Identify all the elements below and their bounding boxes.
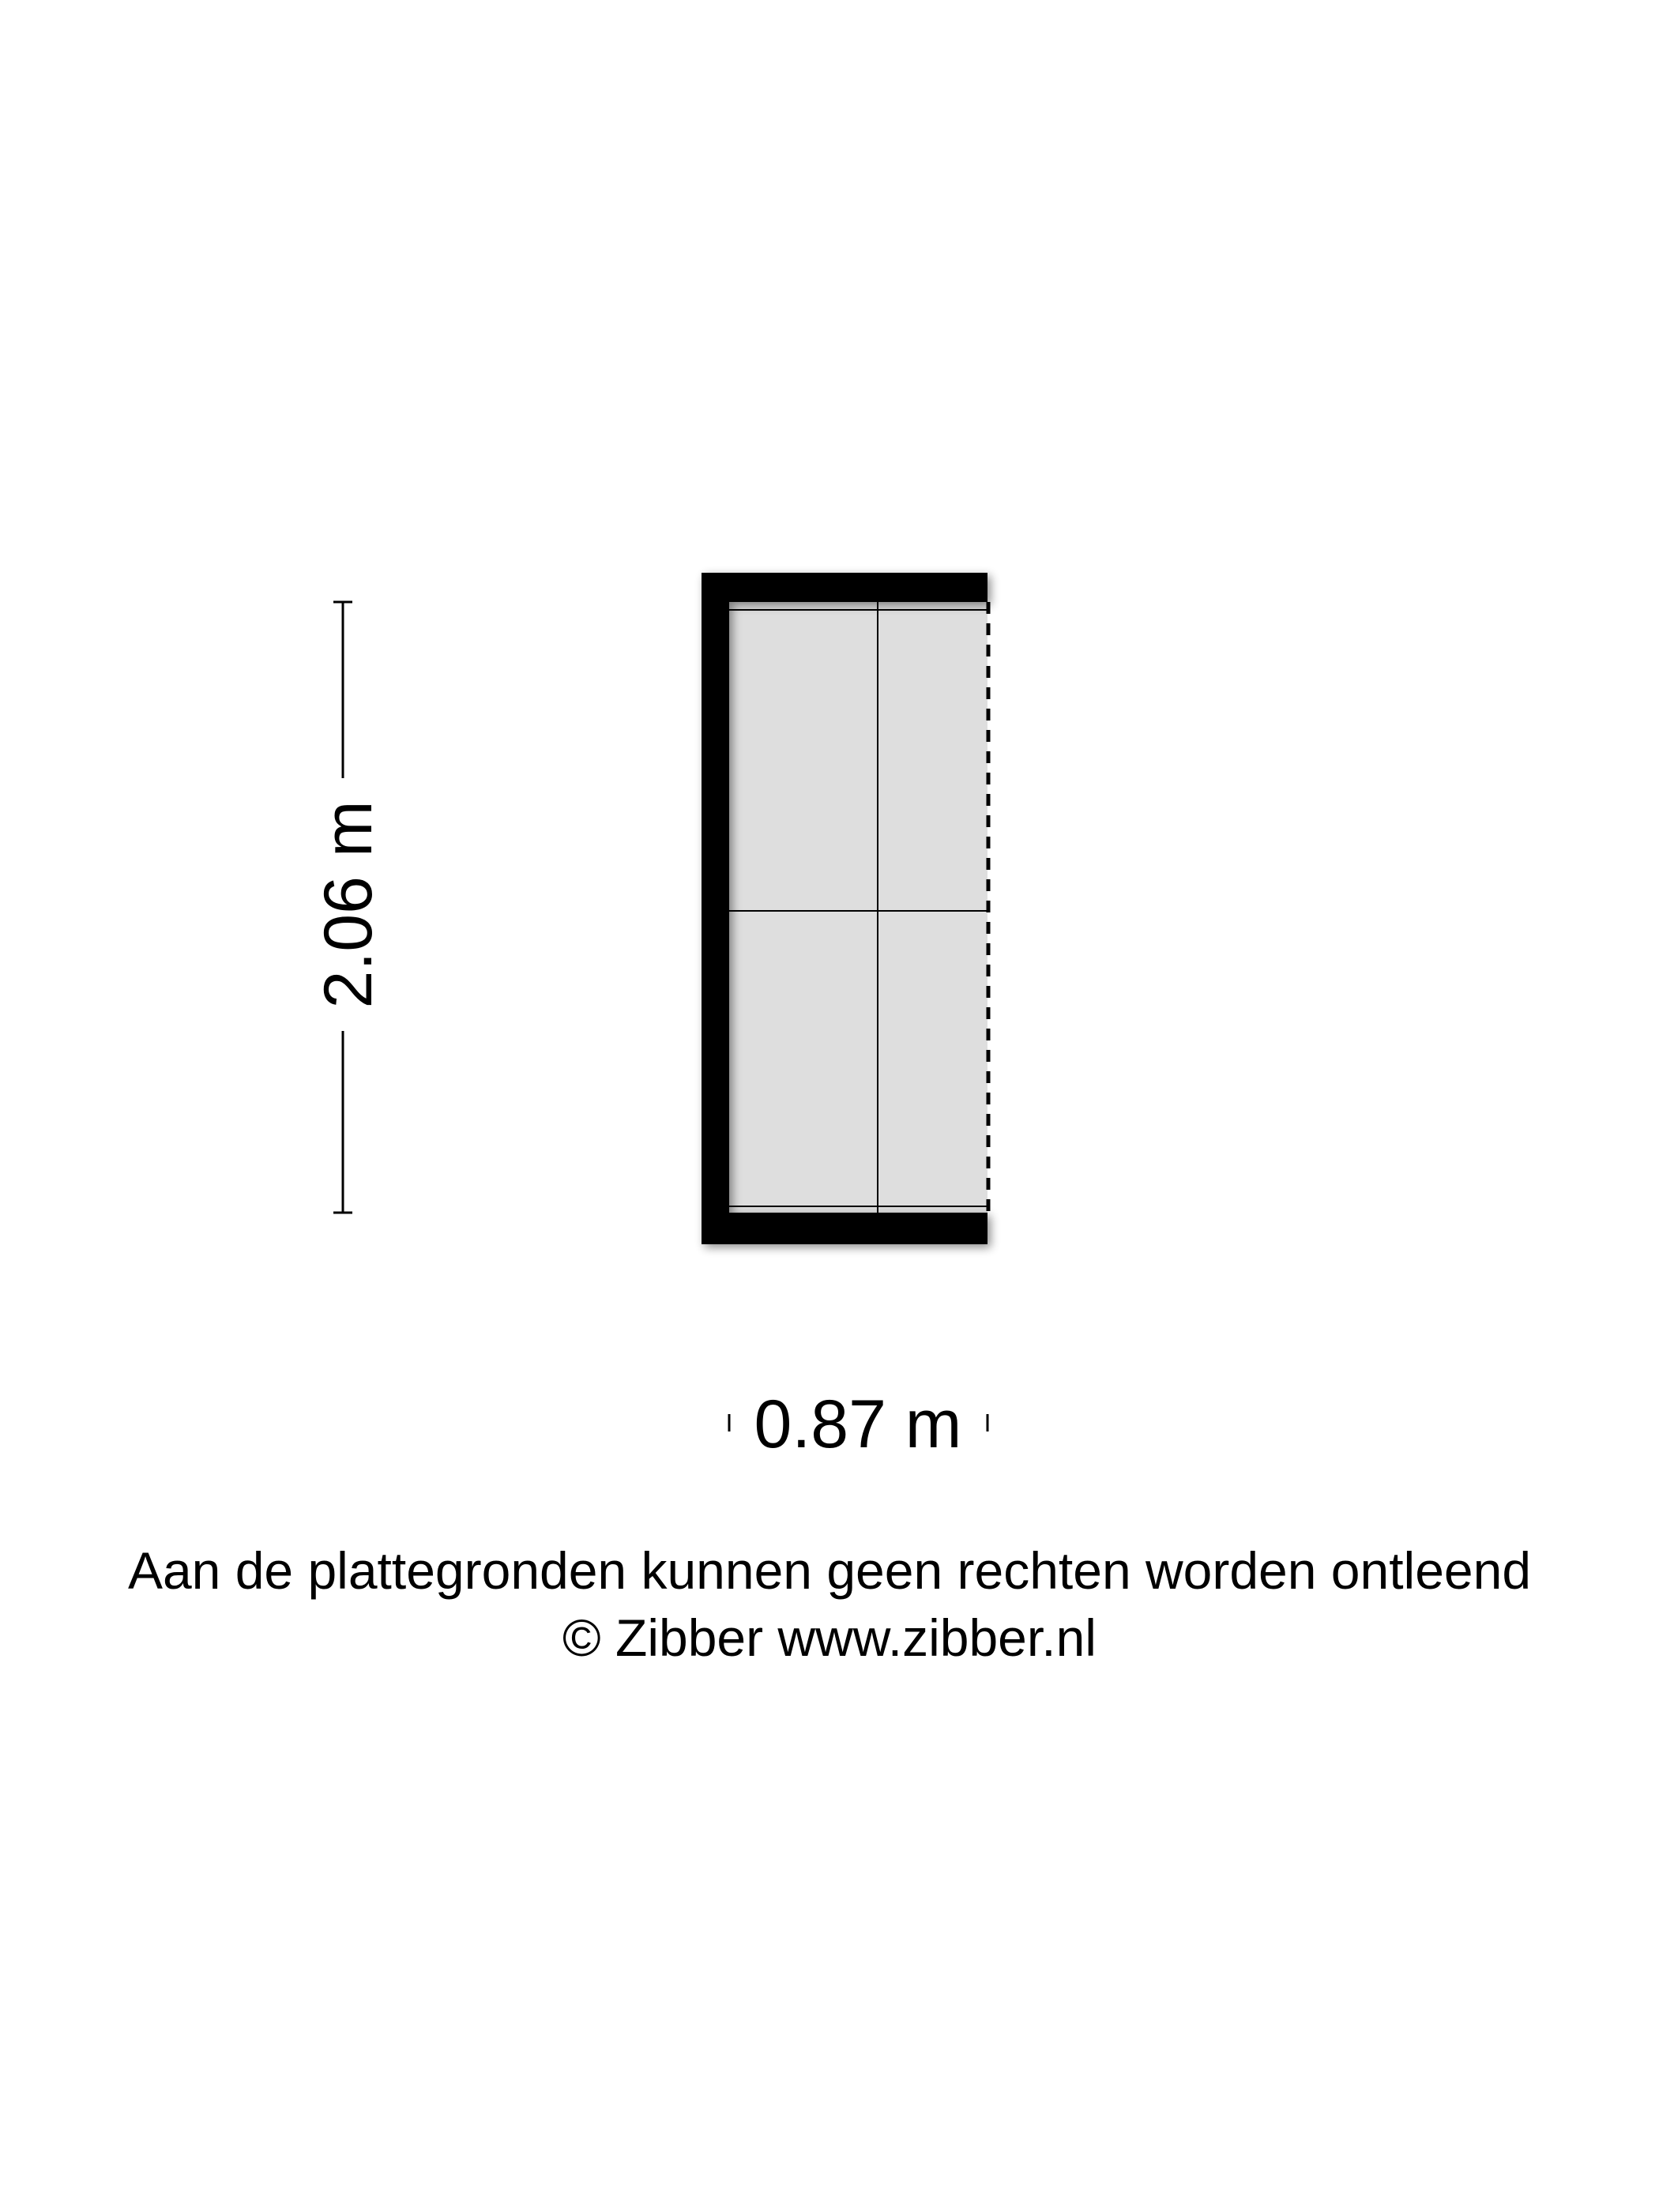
wall-left [702, 573, 729, 1244]
height-dimension [310, 602, 386, 1213]
wall-top [702, 573, 988, 602]
copyright-text: © Zibber www.zibber.nl [562, 1608, 1097, 1667]
width-dimension [729, 1386, 988, 1462]
room-floor [729, 602, 988, 1213]
disclaimer-text: Aan de plattegronden kunnen geen rechten worden ontleend [127, 1541, 1532, 1600]
width-dimension-label: 0.87 m [754, 1386, 962, 1462]
height-dimension-label: 2.06 m [310, 800, 386, 1009]
wall-bottom [702, 1213, 988, 1244]
